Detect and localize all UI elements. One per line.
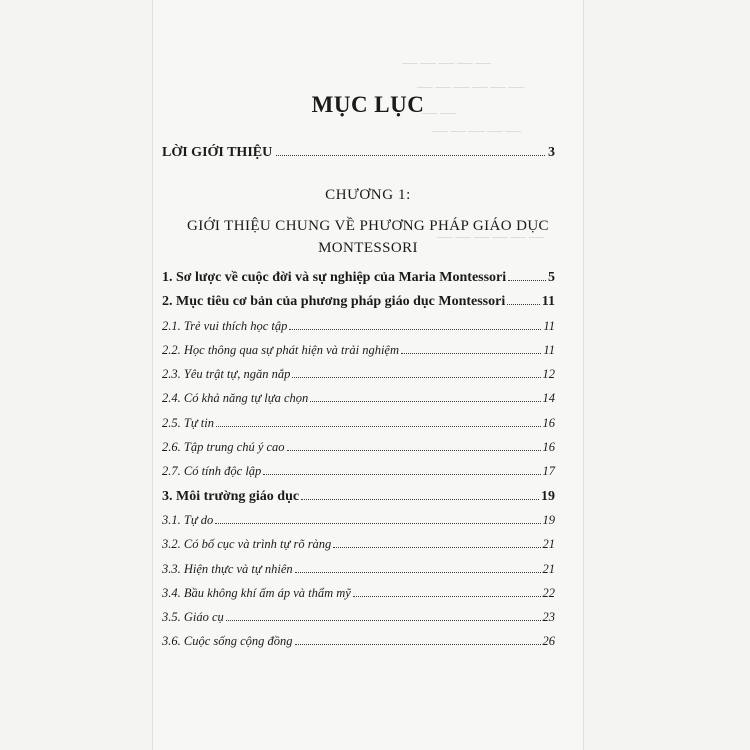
toc-section-row[interactable] xyxy=(162,270,555,294)
leader-dots xyxy=(215,523,540,524)
toc-subsection-row[interactable] xyxy=(162,634,555,658)
show-through-decoration: ── ── ── ── ── xyxy=(432,126,521,138)
toc-subsection-row[interactable] xyxy=(162,391,555,415)
toc-entry-label: 2.5. Tự tin xyxy=(162,415,214,430)
toc-entry-label: 2.2. Học thông qua sự phát hiện và trải nghiệm xyxy=(162,342,400,357)
leader-dots xyxy=(276,155,545,156)
toc-entry-page: 5 xyxy=(548,270,555,285)
toc-subsection-row[interactable] xyxy=(162,464,555,488)
leader-dots xyxy=(310,401,540,402)
toc-entry-page: 11 xyxy=(541,294,555,310)
leader-dots xyxy=(216,426,541,427)
toc-entry-page: 21 xyxy=(542,537,555,552)
toc-subsection-row[interactable] xyxy=(162,440,555,464)
leader-dots xyxy=(289,329,541,330)
toc-entry-page: 12 xyxy=(542,367,555,382)
toc-entry-label: 3.1. Tự do xyxy=(162,512,214,527)
leader-dots xyxy=(508,280,546,281)
leader-dots xyxy=(295,644,541,645)
toc-intro-row[interactable] xyxy=(162,145,555,161)
toc-subsection-row[interactable] xyxy=(162,343,555,367)
toc-entry-label: 2.6. Tập trung chú ý cao xyxy=(162,440,285,455)
toc-entry-label: 2.1. Trẻ vui thích học tập xyxy=(162,318,288,333)
toc-section-row[interactable] xyxy=(162,489,555,513)
toc-entry-label: 3.2. Có bố cục và trình tự rõ ràng xyxy=(162,537,332,552)
toc-subsection-row[interactable] xyxy=(162,367,555,391)
toc-entry-page: 11 xyxy=(543,318,555,333)
toc-subsection-row[interactable] xyxy=(162,513,555,537)
toc-list xyxy=(162,270,555,659)
toc-section-row[interactable] xyxy=(162,294,555,318)
toc-entry-label: 3.5. Giáo cụ xyxy=(162,610,224,625)
show-through-decoration: ── ── ── ── ── ── xyxy=(437,232,545,244)
toc-entry-page: 23 xyxy=(542,610,555,625)
leader-dots xyxy=(226,620,541,621)
chapter-heading: CHƯƠNG 1: xyxy=(325,187,411,203)
leader-dots xyxy=(295,572,541,573)
toc-subsection-row[interactable] xyxy=(162,562,555,586)
leader-dots xyxy=(353,596,541,597)
toc-subsection-row[interactable] xyxy=(162,319,555,343)
leader-dots xyxy=(401,353,541,354)
page-title: MỤC LỤC xyxy=(311,92,425,117)
toc-entry-page: 21 xyxy=(542,561,555,576)
show-through-decoration: ── ── xyxy=(422,108,456,120)
show-through-decoration: ── ── ── ── ── xyxy=(402,58,491,70)
leader-dots xyxy=(301,499,539,500)
toc-entry-page: 14 xyxy=(542,391,555,406)
toc-entry-page: 16 xyxy=(542,440,555,455)
toc-entry-page: 11 xyxy=(543,342,555,357)
toc-subsection-row[interactable] xyxy=(162,586,555,610)
toc-subsection-row[interactable] xyxy=(162,537,555,561)
toc-entry-label: 3.3. Hiện thực và tự nhiên xyxy=(162,561,293,576)
toc-entry-label: 2.3. Yêu trật tự, ngăn nắp xyxy=(162,367,291,382)
chapter-subtitle: GIỚI THIỆU CHUNG VỀ PHƯƠNG PHÁP GIÁO DỤC MONTESSORI xyxy=(187,218,549,256)
toc-entry-page: 19 xyxy=(541,488,555,504)
toc-entry-page: 22 xyxy=(542,585,555,600)
leader-dots xyxy=(292,377,540,378)
leader-dots xyxy=(263,474,540,475)
toc-entry-label: 2.4. Có khả năng tự lựa chọn xyxy=(162,391,309,406)
leader-dots xyxy=(507,304,540,305)
toc-intro-page: 3 xyxy=(548,145,555,160)
toc-entry-label: 3.6. Cuộc sống cộng đồng xyxy=(162,634,293,649)
toc-subsection-row[interactable] xyxy=(162,416,555,440)
leader-dots xyxy=(287,450,541,451)
toc-entry-page: 17 xyxy=(542,464,555,479)
toc-entry-page: 16 xyxy=(542,415,555,430)
toc-entry-label: 3.4. Bầu không khí ấm áp và thẩm mỹ xyxy=(162,585,351,600)
toc-subsection-row[interactable] xyxy=(162,610,555,634)
toc-entry-page: 19 xyxy=(542,512,555,527)
leader-dots xyxy=(333,547,540,548)
toc-entry-label: 2. Mục tiêu cơ bản của phương pháp giáo dục Montessori xyxy=(162,294,506,310)
toc-intro-label: LỜI GIỚI THIỆU xyxy=(162,145,273,160)
toc-entry-page: 26 xyxy=(542,634,555,649)
show-through-decoration: ── ── ── ── ── ── xyxy=(417,82,525,94)
toc-entry-label: 3. Môi trường giáo dục xyxy=(162,488,300,504)
toc-entry-label: 1. Sơ lược về cuộc đời và sự nghiệp của Maria Montessori xyxy=(162,270,507,285)
toc-entry-label: 2.7. Có tính độc lập xyxy=(162,464,262,479)
book-page xyxy=(152,0,584,750)
